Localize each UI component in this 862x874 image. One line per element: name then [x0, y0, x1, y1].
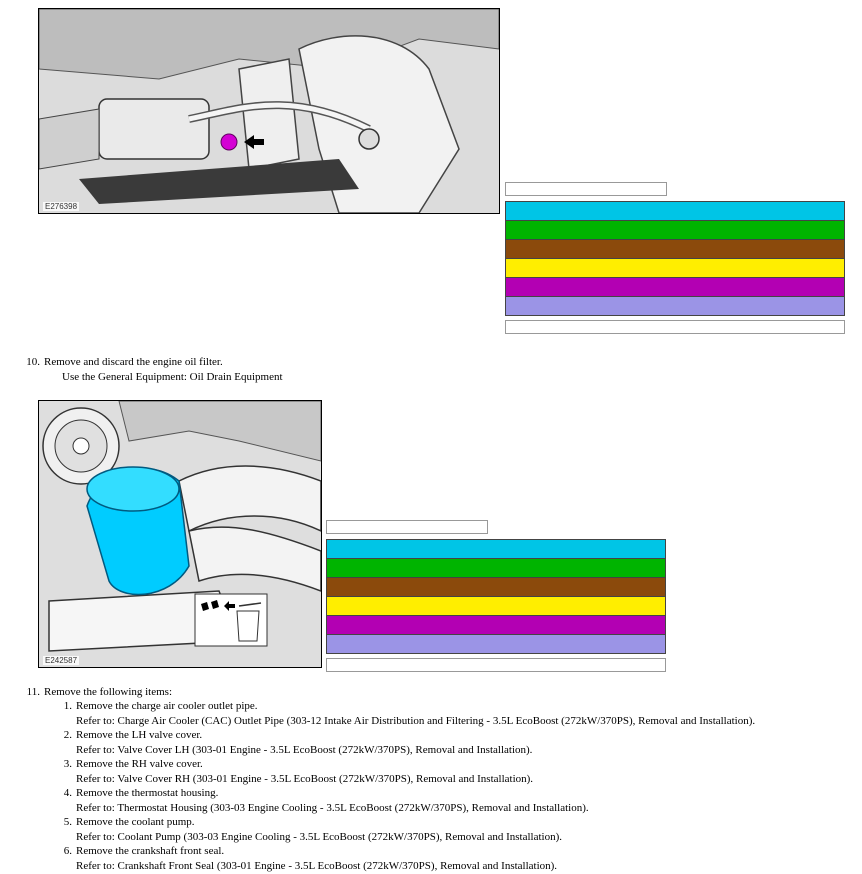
list-item: 1. Remove the charge air cooler outlet pipe. [63, 700, 258, 712]
step-11-list [58, 699, 755, 873]
oil-filter-illustration [38, 400, 322, 668]
legend-swatch-magenta [327, 616, 665, 635]
legend-swatch-lavender [327, 635, 665, 653]
equipment-text: Use the General Equipment: Oil Drain Equipment [62, 371, 283, 383]
engine-illustration-1 [38, 8, 500, 214]
step-text: Remove and discard the engine oil filter. [44, 356, 223, 368]
list-item: 3. Remove the RH valve cover. [63, 758, 203, 770]
color-legend-1 [505, 182, 845, 334]
reference-link[interactable]: Refer to: Thermostat Housing (303-03 Engine Cooling - 3.5L EcoBoost (272kW/370PS), Removal and Installation). [76, 801, 589, 814]
legend-blank-top [505, 182, 667, 196]
reference-link[interactable]: Refer to: Coolant Pump (303-03 Engine Cooling - 3.5L EcoBoost (272kW/370PS), Removal and Installation). [76, 830, 562, 843]
step-number: 10. [26, 356, 40, 368]
legend-blank-top [326, 520, 488, 534]
figure-label: E276398 [45, 202, 78, 211]
legend-swatch-green [506, 221, 844, 240]
legend-swatches [326, 539, 666, 654]
legend-swatches [505, 201, 845, 316]
list-item: 2. Remove the LH valve cover. [63, 729, 203, 741]
reference-link[interactable]: Refer to: Charge Air Cooler (CAC) Outlet Pipe (303-12 Intake Air Distribution and Filtering - 3.5L EcoBoost (272kW/370PS), Removal and Installation). [76, 714, 756, 727]
step-11 [20, 685, 172, 700]
list-item: 4. Remove the thermostat housing. [63, 787, 219, 799]
legend-swatch-yellow [327, 597, 665, 616]
step-10-equipment [62, 370, 283, 385]
legend-swatch-magenta [506, 278, 844, 297]
step-number: 11. [26, 686, 40, 698]
step-10 [20, 355, 223, 370]
legend-swatch-brown [327, 578, 665, 597]
list-item: 5. Remove the coolant pump. [63, 816, 195, 828]
legend-blank-bottom [326, 658, 666, 672]
list-item: 6. Remove the crankshaft front seal. [63, 845, 225, 857]
reference-link[interactable]: Refer to: Crankshaft Front Seal (303-01 Engine - 3.5L EcoBoost (272kW/370PS), Removal and Installation). [76, 859, 558, 872]
color-legend-2 [326, 520, 666, 672]
reference-link[interactable]: Refer to: Valve Cover RH (303-01 Engine - 3.5L EcoBoost (272kW/370PS), Removal and Installation). [76, 772, 534, 785]
legend-swatch-yellow [506, 259, 844, 278]
legend-blank-bottom [505, 320, 845, 334]
legend-swatch-lavender [506, 297, 844, 315]
reference-link[interactable]: Refer to: Valve Cover LH (303-01 Engine - 3.5L EcoBoost (272kW/370PS), Removal and Installation). [76, 743, 533, 756]
step-text: Remove the following items: [44, 686, 173, 698]
legend-swatch-cyan [506, 202, 844, 221]
legend-swatch-cyan [327, 540, 665, 559]
legend-swatch-green [327, 559, 665, 578]
legend-swatch-brown [506, 240, 844, 259]
figure-label: E242587 [45, 656, 78, 665]
